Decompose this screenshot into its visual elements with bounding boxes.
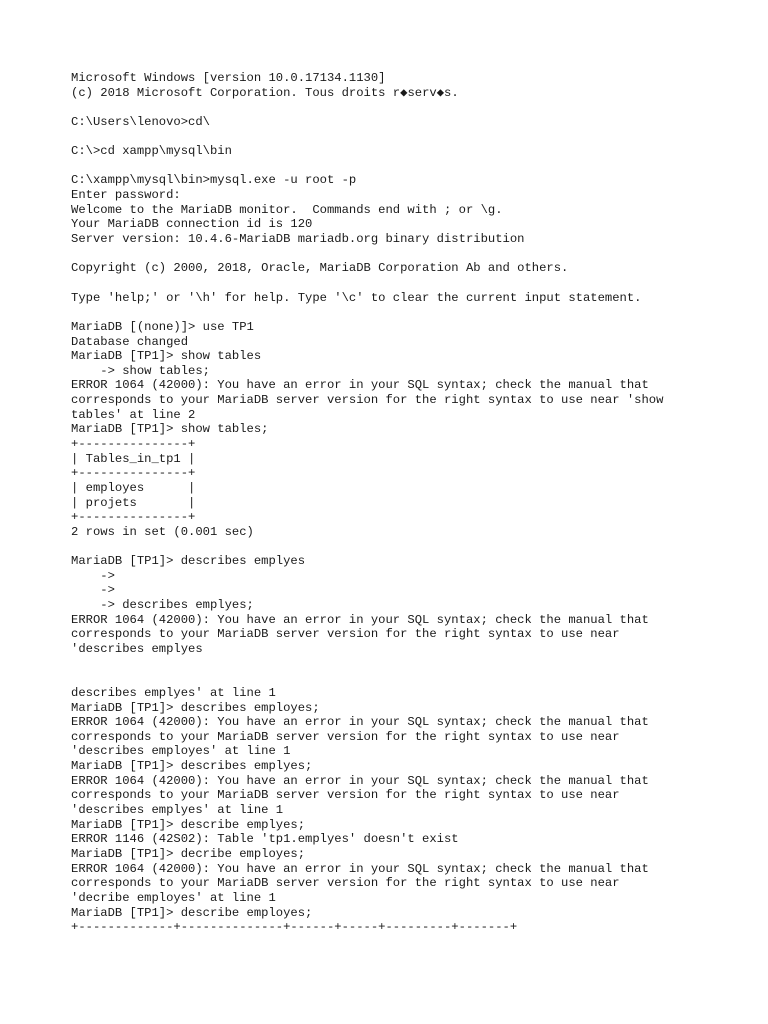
transcript-line: ERROR 1064 (42000): You have an error in your SQL syntax; check the manual that: [71, 861, 649, 876]
transcript-line: | projets |: [71, 495, 196, 510]
transcript-line: Welcome to the MariaDB monitor. Commands end with ; or \g.: [71, 202, 503, 217]
transcript-line: 'describes emplyes: [71, 641, 203, 656]
transcript-line: Type 'help;' or '\h' for help. Type '\c' to clear the current input statement.: [71, 290, 642, 305]
transcript-line: corresponds to your MariaDB server version for the right syntax to use near: [71, 876, 620, 891]
transcript-line: MariaDB [TP1]> describes employes;: [71, 700, 320, 715]
console-transcript-page: [71, 71, 751, 935]
transcript-line: (c) 2018 Microsoft Corporation. Tous droits r◆serv◆s.: [71, 85, 459, 100]
transcript-line: Copyright (c) 2000, 2018, Oracle, MariaDB Corporation Ab and others.: [71, 261, 569, 276]
transcript-line: 'describes emplyes' at line 1: [71, 803, 284, 818]
transcript-line: -> describes emplyes;: [71, 598, 254, 613]
transcript-line: MariaDB [TP1]> describes emplyes: [71, 554, 306, 569]
transcript-line: ->: [71, 583, 115, 598]
transcript-line: 2 rows in set (0.001 sec): [71, 524, 254, 539]
transcript-line: | employes |: [71, 480, 196, 495]
transcript-line: ERROR 1064 (42000): You have an error in your SQL syntax; check the manual that: [71, 612, 649, 627]
transcript-line: corresponds to your MariaDB server version for the right syntax to use near: [71, 729, 620, 744]
transcript-line: MariaDB [(none)]> use TP1: [71, 319, 254, 334]
transcript-line: corresponds to your MariaDB server version for the right syntax to use near 'show: [71, 393, 664, 408]
transcript-line: [71, 671, 751, 686]
transcript-line: C:\Users\lenovo>cd\: [71, 114, 210, 129]
transcript-line: MariaDB [TP1]> describes emplyes;: [71, 759, 313, 774]
transcript-line: Database changed: [71, 334, 189, 349]
transcript-line: MariaDB [TP1]> show tables: [71, 349, 262, 364]
transcript-line: +---------------+: [71, 466, 196, 481]
transcript-line: | Tables_in_tp1 |: [71, 451, 196, 466]
transcript-line: MariaDB [TP1]> describe emplyes;: [71, 817, 306, 832]
transcript-line: C:\xampp\mysql\bin>mysql.exe -u root -p: [71, 173, 357, 188]
transcript-line: Server version: 10.4.6-MariaDB mariadb.org binary distribution: [71, 232, 525, 247]
transcript-line: [71, 130, 751, 145]
transcript-line: [71, 276, 751, 291]
transcript-line: MariaDB [TP1]> show tables;: [71, 422, 269, 437]
transcript-line: corresponds to your MariaDB server version for the right syntax to use near: [71, 788, 620, 803]
transcript-line: ERROR 1064 (42000): You have an error in your SQL syntax; check the manual that: [71, 378, 649, 393]
transcript-line: ERROR 1064 (42000): You have an error in your SQL syntax; check the manual that: [71, 773, 649, 788]
transcript-line: MariaDB [TP1]> describe employes;: [71, 905, 313, 920]
transcript-line: Microsoft Windows [version 10.0.17134.1130]: [71, 71, 386, 85]
transcript-line: ->: [71, 568, 115, 583]
transcript-line: C:\>cd xampp\mysql\bin: [71, 144, 232, 159]
transcript-line: 'decribe employes' at line 1: [71, 890, 276, 905]
transcript-line: corresponds to your MariaDB server version for the right syntax to use near: [71, 627, 620, 642]
transcript-line: +-------------+--------------+------+-----+---------+-------+: [71, 920, 518, 935]
transcript-line: +---------------+: [71, 437, 196, 452]
transcript-line: ERROR 1146 (42S02): Table 'tp1.emplyes' doesn't exist: [71, 832, 459, 847]
transcript-line: -> show tables;: [71, 363, 210, 378]
transcript-line: 'describes employes' at line 1: [71, 744, 291, 759]
transcript-line: [71, 657, 751, 672]
transcript-line: describes emplyes' at line 1: [71, 685, 276, 700]
transcript-line: MariaDB [TP1]> decribe employes;: [71, 846, 306, 861]
transcript-line: Enter password:: [71, 188, 181, 203]
transcript-line: Your MariaDB connection id is 120: [71, 217, 313, 232]
transcript-line: [71, 305, 751, 320]
transcript-line: [71, 247, 751, 262]
transcript-line: [71, 540, 751, 555]
transcript-line: [71, 159, 751, 174]
transcript-line: +---------------+: [71, 510, 196, 525]
transcript-line: tables' at line 2: [71, 407, 196, 422]
transcript-line: [71, 100, 751, 115]
transcript-line: ERROR 1064 (42000): You have an error in your SQL syntax; check the manual that: [71, 715, 649, 730]
